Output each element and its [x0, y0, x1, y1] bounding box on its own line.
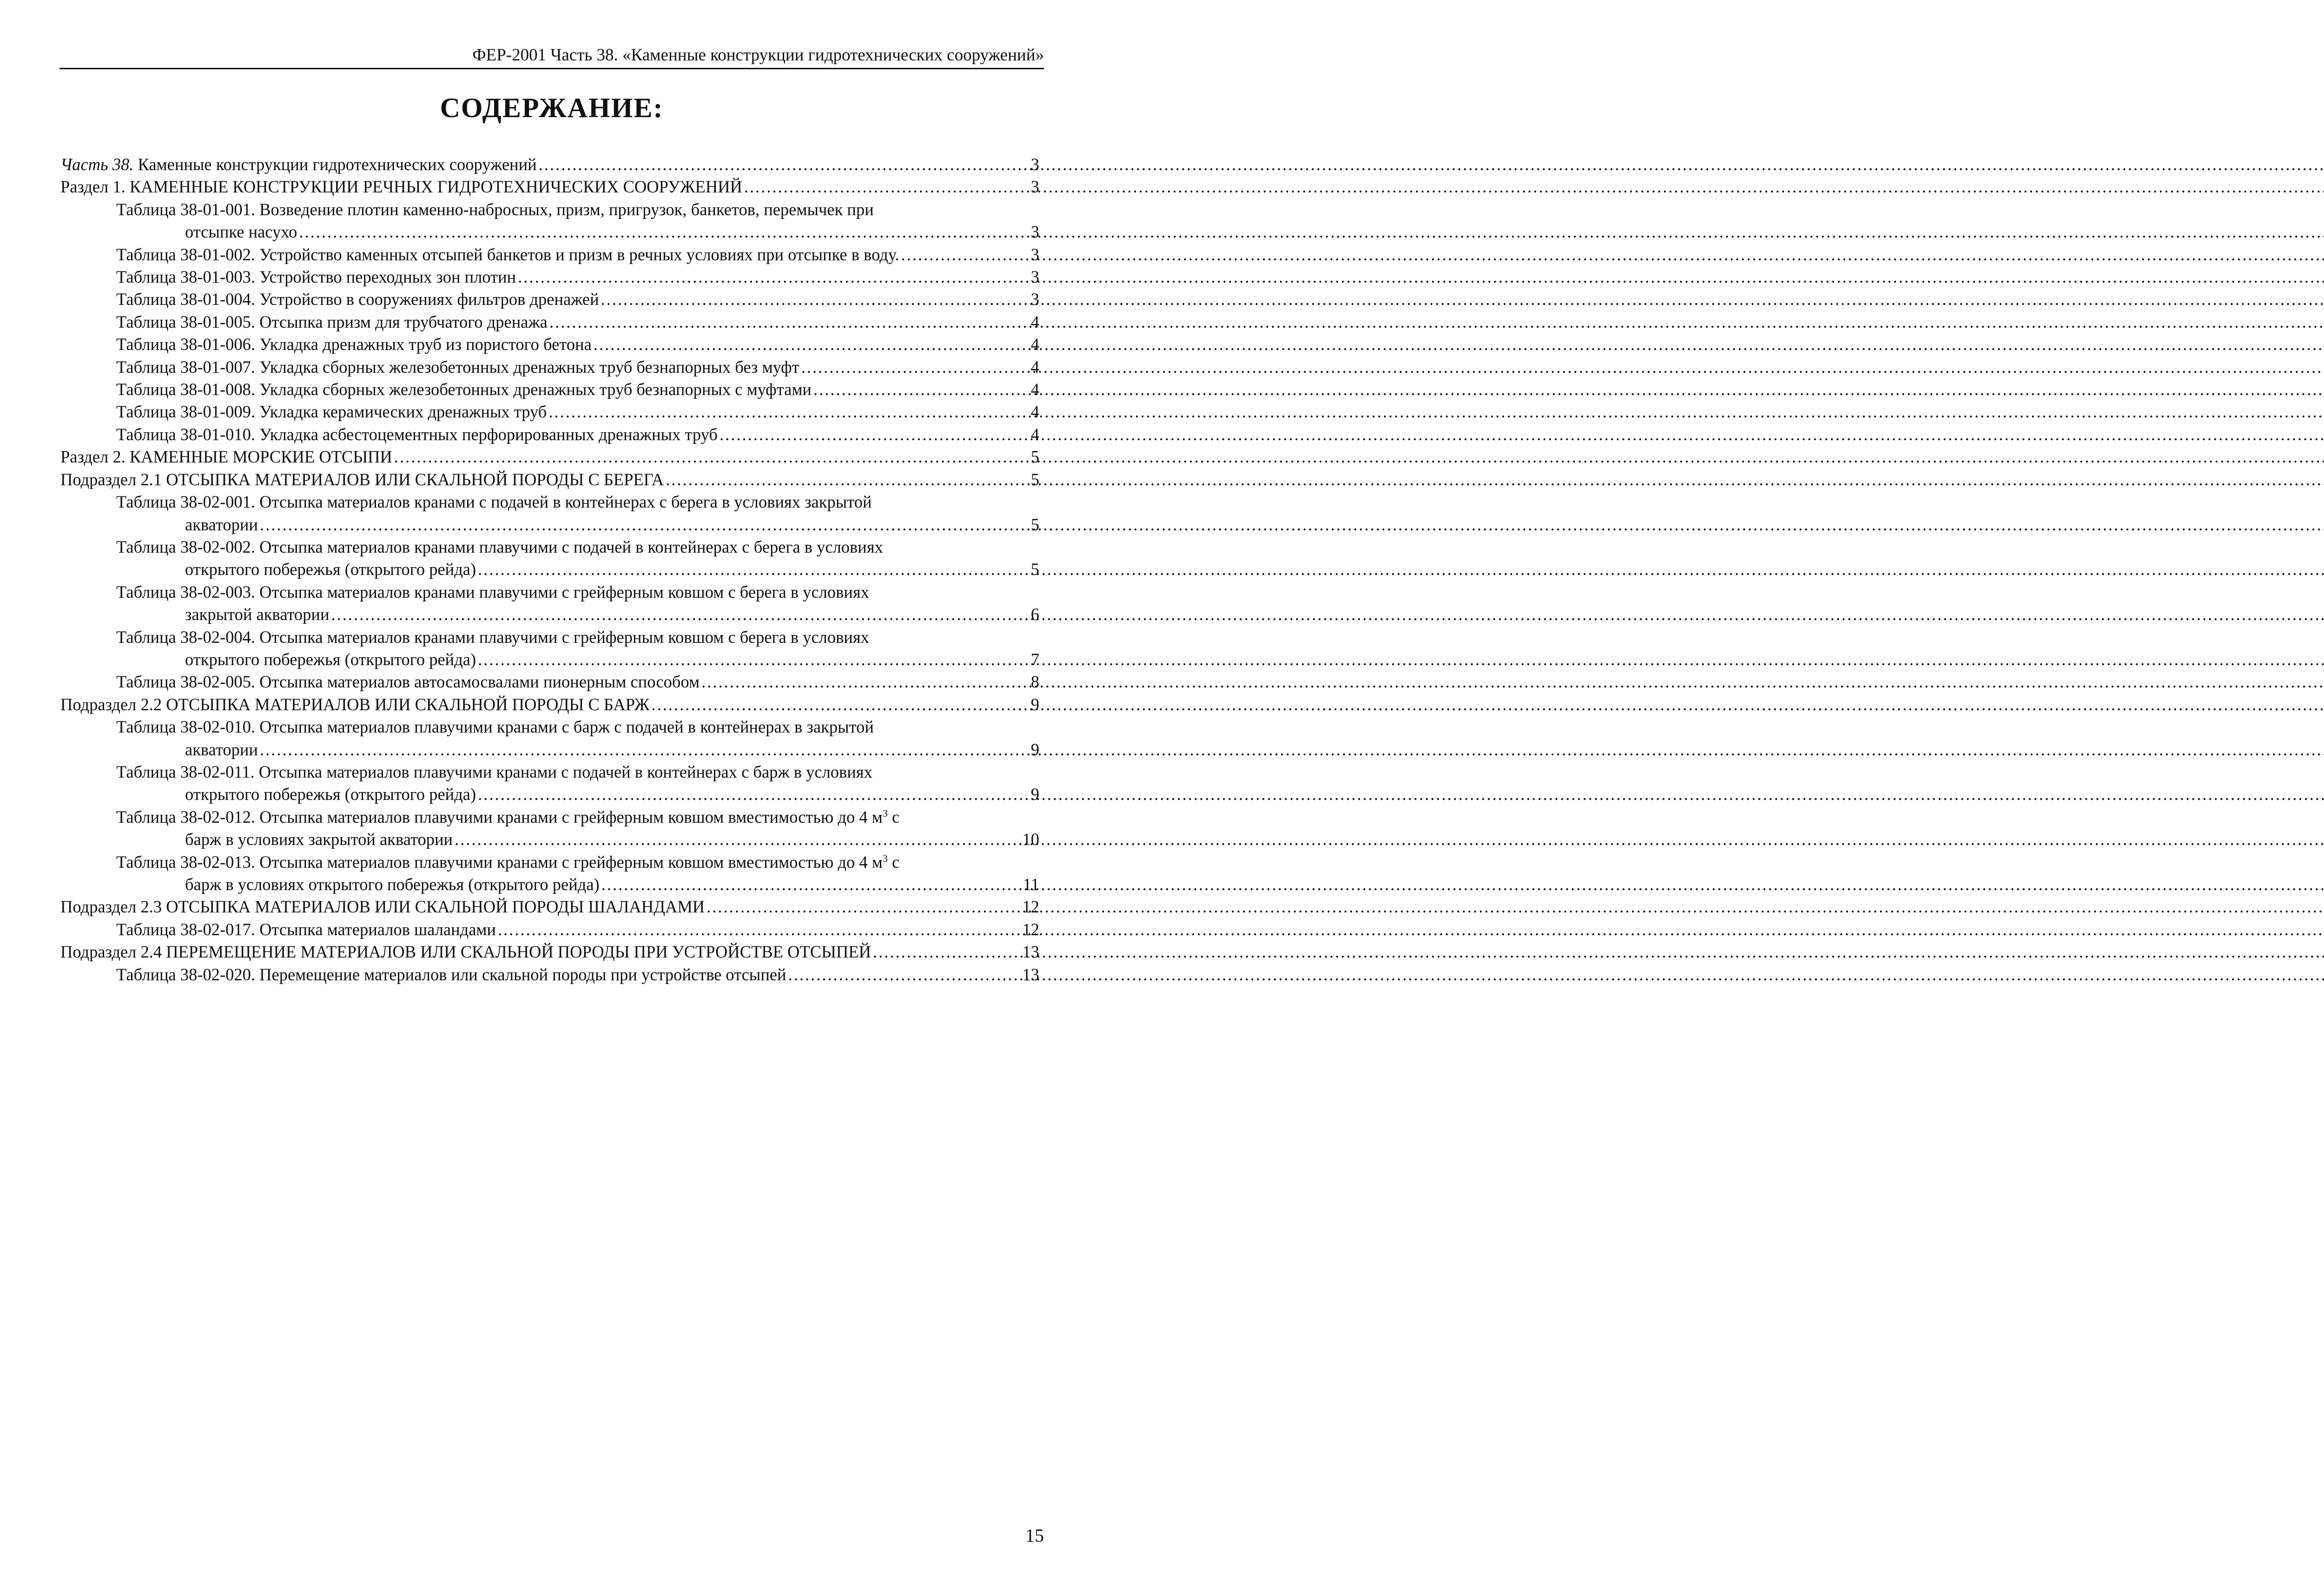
toc-page-number: 4	[1030, 424, 1039, 444]
toc-entry-title: Подраздел 2.4 ПЕРЕМЕЩЕНИЕ МАТЕРИАЛОВ ИЛИ СКАЛЬНОЙ ПОРОДЫ ПРИ УСТРОЙСТВЕ ОТСЫПЕЙ	[60, 942, 872, 962]
toc-line	[116, 266, 1039, 288]
toc-entry[interactable]	[60, 176, 1039, 198]
toc-page-number: 3	[1030, 155, 1039, 174]
toc-entry-text	[60, 176, 742, 198]
toc-entry-title: Таблица 38-01-007. Укладка сборных железобетонных дренажных труб безнапорных без муфт	[116, 357, 799, 377]
toc-entry-text	[116, 626, 869, 648]
toc-line	[60, 941, 1039, 963]
toc-line	[60, 694, 1039, 716]
toc-leader-dots	[394, 446, 1029, 468]
toc-entry[interactable]	[60, 333, 1039, 356]
toc-page-number: 5	[1030, 515, 1039, 534]
toc-leader-dots	[788, 964, 1021, 986]
toc-leader-dots	[478, 783, 1029, 806]
toc-entry[interactable]	[60, 896, 1039, 918]
toc-entry-title: Подраздел 2.3 ОТСЫПКА МАТЕРИАЛОВ ИЛИ СКАЛЬНОЙ ПОРОДЫ ШАЛАНДАМИ	[60, 897, 705, 917]
toc-entry-title: Таблица 38-01-010. Укладка асбестоцементных перфорированных дренажных труб	[116, 424, 718, 444]
toc-page-number: 12	[1022, 919, 1039, 939]
toc-entry-title: Подраздел 2.2 ОТСЫПКА МАТЕРИАЛОВ ИЛИ СКАЛЬНОЙ ПОРОДЫ С БАРЖ	[60, 694, 650, 714]
toc-entry-title: Таблица 38-02-001. Отсыпка материалов кранами с подачей в контейнерах с берега в условиях закрытой	[116, 492, 872, 512]
toc-entry-text	[116, 761, 872, 783]
toc-entry-text	[60, 469, 664, 491]
toc-line	[116, 716, 1039, 738]
toc-leader-dots	[299, 221, 1029, 243]
toc-entry-text	[116, 266, 516, 288]
page-title: СОДЕРЖАНИЕ:	[440, 92, 664, 123]
toc-page-number: 3	[1030, 244, 1039, 264]
toc-entry-tail: с	[887, 807, 900, 826]
toc-entry[interactable]	[60, 716, 1039, 761]
toc-line	[116, 761, 1039, 783]
toc-leader-dots	[260, 739, 1029, 761]
toc-entry-title: Каменные конструкции гидротехнических сооружений	[133, 155, 537, 174]
toc-entry-text	[185, 221, 297, 243]
toc-line	[116, 671, 1039, 693]
toc-leader-dots	[331, 603, 1029, 626]
toc-entry-title: Таблица 38-02-012. Отсыпка материалов плавучими кранами с грейферным ковшом вместимостью до 4 м	[116, 807, 883, 826]
toc-line	[116, 491, 1039, 513]
toc-line	[116, 536, 1039, 558]
toc-entry-title: Таблица 38-02-020. Перемещение материалов или скальной породы при устройстве отсыпей	[116, 964, 786, 984]
toc-entry-title: Таблица 38-01-009. Укладка керамических дренажных труб	[116, 402, 547, 422]
toc-entry-title: Таблица 38-02-003. Отсыпка материалов кранами плавучими с грейферным ковшом с берега в условиях	[116, 582, 869, 601]
toc-leader-dots	[539, 153, 1029, 176]
toc-leader-dots	[601, 873, 1021, 896]
toc-entry-text	[116, 851, 899, 873]
toc-entry-title: акватории	[185, 515, 258, 534]
toc-leader-dots	[801, 356, 1029, 378]
toc-leader-dots	[813, 378, 1029, 401]
toc-page-number: 3	[1030, 177, 1039, 197]
toc-line	[60, 153, 1039, 176]
toc-entry-title: Таблица 38-02-010. Отсыпка материалов плавучими кранами с барж с подачей в контейнерах в закрытой	[116, 717, 874, 737]
toc-leader-dots	[455, 828, 1020, 851]
toc-entry-text	[60, 446, 392, 468]
toc-entry-title: Подраздел 2.1 ОТСЫПКА МАТЕРИАЛОВ ИЛИ СКАЛЬНОЙ ПОРОДЫ С БЕРЕГА	[60, 469, 664, 489]
toc-entry-text	[116, 806, 899, 828]
toc-entry-text	[116, 716, 874, 738]
toc-entry-text	[116, 333, 592, 356]
toc-leader-dots	[594, 333, 1029, 356]
toc-entry-title: Таблица 38-02-005. Отсыпка материалов автосамосвалами пионерным способом	[116, 672, 700, 692]
toc-entry[interactable]	[60, 694, 1039, 716]
toc-page-number: 6	[1030, 605, 1039, 624]
toc-page-number: 4	[1030, 357, 1039, 377]
toc-entry-text	[60, 896, 705, 918]
toc-page-number: 13	[1022, 964, 1039, 984]
toc-entry-superscript: 3	[882, 807, 888, 819]
toc-line	[60, 176, 1039, 198]
toc-line	[116, 356, 1039, 378]
toc-entry-title: Таблица 38-02-004. Отсыпка материалов кранами плавучими с грейферным ковшом с берега в условиях	[116, 627, 869, 647]
toc-entry-title: Таблица 38-01-004. Устройство в сооружениях фильтров дренажей	[116, 290, 599, 309]
toc-line	[116, 333, 1039, 356]
toc-line	[60, 446, 1039, 468]
toc-page-number: 5	[1030, 560, 1039, 579]
toc-entry-title: акватории	[185, 740, 258, 759]
toc-entry-text	[116, 198, 874, 221]
toc-line	[116, 626, 1039, 648]
toc-line	[116, 581, 1039, 603]
toc-entry-tail: с	[887, 852, 900, 872]
toc-page-number: 5	[1030, 447, 1039, 467]
toc-line	[116, 648, 1039, 671]
toc-entry[interactable]	[60, 851, 1039, 896]
toc-entry[interactable]	[60, 266, 1039, 288]
toc-entry-text	[185, 648, 476, 671]
toc-leader-dots	[744, 176, 1029, 198]
toc-line	[60, 469, 1039, 491]
toc-entry-title: Раздел 1. КАМЕННЫЕ КОНСТРУКЦИИ РЕЧНЫХ ГИДРОТЕХНИЧЕСКИХ СООРУЖЕНИЙ	[60, 177, 742, 197]
toc-page-number: 5	[1030, 469, 1039, 489]
toc-entry-text	[116, 671, 700, 693]
toc-entry-title: Раздел 2. КАМЕННЫЕ МОРСКИЕ ОТСЫПИ	[60, 447, 392, 467]
toc-entry-text	[185, 873, 600, 896]
toc-page-number: 12	[1022, 897, 1039, 917]
toc-entry-text	[116, 964, 786, 986]
toc-entry-text	[116, 378, 812, 401]
toc-line	[116, 378, 1039, 401]
toc-entry-text	[116, 288, 599, 310]
toc-page-number: 8	[1030, 672, 1039, 692]
toc-entry-text	[185, 783, 476, 806]
toc-entry[interactable]	[60, 198, 1039, 244]
toc-entry-title: Таблица 38-02-011. Отсыпка материалов плавучими кранами с подачей в контейнерах с барж в условиях	[116, 762, 872, 781]
toc-leader-dots	[720, 423, 1029, 446]
toc-entry-title: Таблица 38-01-003. Устройство переходных зон плотин	[116, 267, 516, 287]
toc-entry[interactable]	[60, 244, 1039, 266]
toc-entry-text	[185, 739, 258, 761]
toc-page-number: 4	[1030, 402, 1039, 422]
toc-leader-dots	[601, 288, 1029, 310]
toc-entry-text	[116, 401, 547, 423]
toc-line	[116, 558, 1039, 581]
toc-line	[116, 423, 1039, 446]
toc-line	[116, 221, 1039, 243]
toc-leader-dots	[478, 648, 1029, 671]
toc-line	[116, 311, 1039, 333]
toc-line	[116, 198, 1039, 221]
toc-entry-text	[185, 558, 476, 581]
toc-entry-title: Таблица 38-01-006. Укладка дренажных труб из пористого бетона	[116, 335, 592, 354]
toc-leader-dots	[901, 244, 1029, 266]
toc-entry-title: Таблица 38-01-001. Возведение плотин каменно-набросных, призм, пригрузок, банкетов, перемычек при	[116, 199, 874, 219]
toc-line	[116, 739, 1039, 761]
toc-entry[interactable]	[60, 671, 1039, 693]
toc-leader-dots	[549, 311, 1029, 333]
toc-page-number: 10	[1022, 830, 1039, 849]
toc-page-number: 7	[1030, 649, 1039, 669]
toc-line	[116, 918, 1039, 941]
toc-entry[interactable]	[60, 941, 1039, 963]
toc-page-number: 11	[1023, 875, 1039, 894]
toc-leader-dots	[498, 918, 1020, 941]
toc-entry-title: закрытой акватории	[185, 605, 330, 624]
toc-entry[interactable]	[60, 918, 1039, 941]
toc-line	[116, 806, 1039, 828]
toc-line	[116, 401, 1039, 423]
toc-page-number: 9	[1030, 785, 1039, 804]
toc-line	[116, 964, 1039, 986]
toc-line	[60, 896, 1039, 918]
toc-leader-dots	[478, 558, 1029, 581]
toc-entry-title: отсыпке насухо	[185, 222, 297, 242]
toc-entry-text	[116, 311, 548, 333]
toc-entry-text	[116, 356, 799, 378]
toc-page-number: 3	[1030, 267, 1039, 287]
toc-page-number: 9	[1030, 740, 1039, 759]
toc-entry[interactable]	[60, 423, 1039, 446]
toc-page-number: 3	[1030, 290, 1039, 309]
toc-leader-dots	[651, 694, 1029, 716]
toc-entry-title: открытого побережья (открытого рейда)	[185, 649, 476, 669]
toc-leader-dots	[666, 469, 1029, 491]
toc-entry-text	[116, 423, 718, 446]
toc-entry[interactable]	[60, 311, 1039, 333]
toc-entry-title: открытого побережья (открытого рейда)	[185, 560, 476, 579]
toc-line	[116, 514, 1039, 536]
toc-page-number: 4	[1030, 380, 1039, 399]
toc-entry-text	[185, 514, 258, 536]
toc-entry-part-label: Часть 38.	[60, 155, 134, 174]
toc-entry-title: Таблица 38-02-013. Отсыпка материалов плавучими кранами с грейферным ковшом вместимостью до 4 м	[116, 852, 883, 872]
toc-entry-title: Таблица 38-01-005. Отсыпка призм для трубчатого дренажа	[116, 312, 548, 331]
toc-entry-text	[60, 153, 537, 176]
toc-entry[interactable]	[60, 491, 1039, 536]
toc-entry[interactable]	[60, 761, 1039, 806]
toc-page-number: 9	[1030, 694, 1039, 714]
toc-entry-text	[116, 581, 869, 603]
toc-page-number: 4	[1030, 335, 1039, 354]
toc-leader-dots	[518, 266, 1029, 288]
toc-entry-title: открытого побережья (открытого рейда)	[185, 785, 476, 804]
toc-entry-title: барж в условиях открытого побережья (открытого рейда)	[185, 875, 600, 894]
toc-entry[interactable]	[60, 469, 1039, 491]
toc-entry-superscript: 3	[882, 852, 888, 864]
toc-entry-text	[185, 828, 453, 851]
toc-page-number: 3	[1030, 222, 1039, 242]
toc-entry-text	[60, 694, 649, 716]
toc-entry[interactable]	[60, 446, 1039, 468]
toc-entry-text	[60, 941, 871, 963]
toc-entry[interactable]	[60, 288, 1039, 310]
toc-entry-text	[116, 536, 883, 558]
running-header: ФЕР-2001 Часть 38. «Каменные конструкции гидротехнических сооружений»	[59, 45, 1044, 69]
toc-entry[interactable]	[60, 356, 1039, 378]
toc-entry-title: Таблица 38-02-017. Отсыпка материалов шаландами	[116, 919, 496, 939]
toc-line	[116, 244, 1039, 266]
toc-entry-text	[116, 244, 899, 266]
toc-line	[116, 828, 1039, 851]
toc-entry-title: барж в условиях закрытой акватории	[185, 830, 453, 849]
toc-entry[interactable]	[60, 626, 1039, 671]
toc-entry-text	[185, 603, 329, 626]
toc-page-number: 4	[1030, 312, 1039, 331]
toc-leader-dots	[548, 401, 1029, 423]
toc-entry-text	[116, 918, 496, 941]
toc-entry[interactable]	[60, 378, 1039, 401]
toc-entry-text	[116, 491, 872, 513]
toc-entry[interactable]	[60, 401, 1039, 423]
toc-line	[116, 783, 1039, 806]
toc-leader-dots	[873, 941, 1020, 963]
toc-entry[interactable]	[60, 581, 1039, 626]
toc-line	[116, 603, 1039, 626]
toc-entry-title: Таблица 38-01-002. Устройство каменных отсыпей банкетов и призм в речных условиях при отсыпке в воду.	[116, 244, 899, 264]
toc-line	[116, 288, 1039, 310]
toc-leader-dots	[701, 671, 1029, 693]
toc-entry[interactable]	[60, 964, 1039, 986]
toc-entry[interactable]	[60, 153, 1039, 176]
toc-line	[116, 851, 1039, 873]
toc-line	[116, 873, 1039, 896]
table-of-contents	[60, 153, 1039, 986]
toc-entry[interactable]	[60, 806, 1039, 851]
toc-leader-dots	[260, 514, 1029, 536]
toc-entry[interactable]	[60, 536, 1039, 581]
toc-entry-title: Таблица 38-02-002. Отсыпка материалов кранами плавучими с подачей в контейнерах с берега в условиях	[116, 537, 883, 556]
toc-leader-dots	[706, 896, 1020, 918]
page-number: 15	[1025, 1525, 1044, 1546]
toc-entry-title: Таблица 38-01-008. Укладка сборных железобетонных дренажных труб безнапорных с муфтами	[116, 380, 812, 399]
toc-page-number: 13	[1022, 942, 1039, 962]
